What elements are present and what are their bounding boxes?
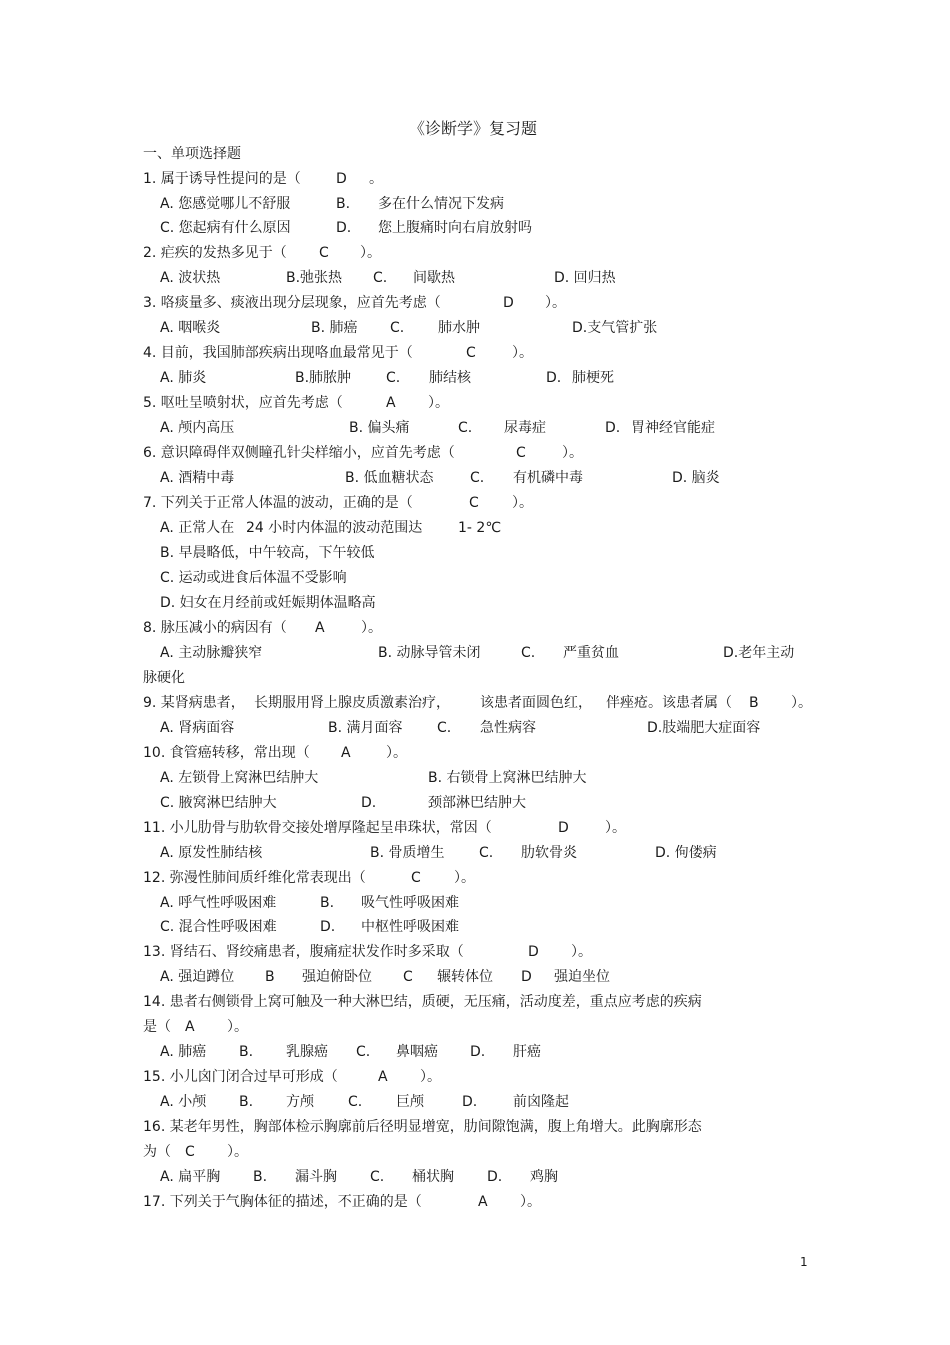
q5-option-b: B. 偏头痛: [349, 420, 410, 436]
q4-option-c-letter: C.: [386, 370, 401, 386]
question-12-close: ）。: [454, 870, 475, 886]
question-16-close: ）。: [227, 1144, 248, 1160]
q14-option-d-letter: D.: [470, 1044, 486, 1060]
q6-option-d: D. 脑炎: [672, 470, 720, 486]
question-8-answer: A: [315, 620, 325, 636]
question-4-answer: C: [466, 345, 476, 361]
q9-option-b: B. 满月面容: [328, 720, 403, 736]
q2-option-d: D. 回归热: [554, 270, 616, 286]
q10-option-d-letter: D.: [361, 795, 377, 811]
question-11-close: ）。: [605, 820, 626, 836]
question-17-close: ）。: [520, 1194, 541, 1210]
section-heading: 一、单项选择题: [143, 146, 241, 162]
q12-option-d-letter: D.: [320, 919, 336, 935]
q5-option-d-letter: D.: [605, 420, 621, 436]
q14-option-c-text: 鼻咽癌: [396, 1044, 438, 1060]
q5-option-c-letter: C.: [458, 420, 473, 436]
question-12-stem: 12. 弥漫性肺间质纤维化常表现出（: [143, 870, 366, 886]
q9-option-a: A. 肾病面容: [160, 720, 235, 736]
q12-option-b-letter: B.: [320, 895, 335, 911]
question-9-close: ）。: [791, 695, 812, 711]
question-14-close: ）。: [227, 1019, 248, 1035]
question-2-close: ）。: [360, 245, 381, 261]
q10-option-d-text: 颈部淋巴结肿大: [428, 795, 526, 811]
q16-option-d-text: 鸡胸: [530, 1169, 558, 1185]
question-2-stem: 2. 疟疾的发热多见于（: [143, 245, 287, 261]
q15-option-c-text: 巨颅: [396, 1094, 424, 1110]
q16-option-c-text: 桶状胸: [412, 1169, 454, 1185]
q1-option-b-text: 多在什么情况下发病: [378, 196, 504, 212]
q8-option-c-text: 严重贫血: [563, 645, 619, 661]
q15-option-d-text: 前囟隆起: [513, 1094, 569, 1110]
question-10-close: ）。: [386, 745, 407, 761]
q11-option-a: A. 原发性肺结核: [160, 845, 263, 861]
q6-option-a: A. 酒精中毒: [160, 470, 235, 486]
q3-option-d: D.支气管扩张: [572, 320, 658, 336]
q4-option-b: B.肺脓肿: [295, 370, 352, 386]
question-6-stem: 6. 意识障碍伴双侧瞳孔针尖样缩小，应首先考虑（: [143, 445, 455, 461]
q15-option-c-letter: C.: [348, 1094, 363, 1110]
q7-option-a-1: A. 正常人在: [160, 520, 235, 536]
question-8-close: ）。: [361, 620, 382, 636]
question-3-close: ）。: [545, 295, 566, 311]
question-4-stem: 4. 目前，我国肺部疾病出现咯血最常见于（: [143, 345, 413, 361]
question-2-answer: C: [319, 245, 329, 261]
question-7-answer: C: [469, 495, 479, 511]
q10-option-b: B. 右锁骨上窝淋巴结肿大: [428, 770, 587, 786]
question-16-stem: 16. 某老年男性，胸部体检示胸廓前后径明显增宽，肋间隙饱满，腹上角增大。此胸廓形态: [143, 1119, 702, 1135]
question-17-answer: A: [478, 1194, 488, 1210]
q13-option-b-letter: B: [265, 969, 275, 985]
q11-option-c-letter: C.: [479, 845, 494, 861]
question-11-stem: 11. 小儿肋骨与肋软骨交接处增厚隆起呈串珠状，常因（: [143, 820, 492, 836]
question-5-stem: 5. 呕吐呈喷射状，应首先考虑（: [143, 395, 343, 411]
q9-option-c-letter: C.: [437, 720, 452, 736]
question-14-answer: A: [185, 1019, 195, 1035]
question-7-close: ）。: [512, 495, 533, 511]
question-1-answer: D: [336, 171, 347, 187]
question-6-answer: C: [516, 445, 526, 461]
q10-option-a: A. 左锁骨上窝淋巴结肿大: [160, 770, 319, 786]
question-9-stem-2: 长期服用肾上腺皮质激素治疗，: [254, 695, 450, 711]
question-4-close: ）。: [512, 345, 533, 361]
q12-option-c: C. 混合性呼吸困难: [160, 919, 277, 935]
q13-option-d-text: 强迫坐位: [554, 969, 610, 985]
question-9-stem-3: 该患者面圆色红，: [480, 695, 592, 711]
question-13-answer: D: [528, 944, 539, 960]
q9-option-c-text: 急性病容: [480, 720, 536, 736]
q13-option-c-letter: C: [403, 969, 413, 985]
q1-option-b-letter: B.: [336, 196, 351, 212]
question-1-close: 。: [369, 171, 383, 187]
question-17-stem: 17. 下列关于气胸体征的描述，不正确的是（: [143, 1194, 422, 1210]
q15-option-b-letter: B.: [239, 1094, 254, 1110]
q3-option-b: B. 肺癌: [311, 320, 358, 336]
q14-option-b-letter: B.: [239, 1044, 254, 1060]
question-7-stem: 7. 下列关于正常人体温的波动，正确的是（: [143, 495, 413, 511]
q4-option-d-text: 肺梗死: [572, 370, 614, 386]
q15-option-d-letter: D.: [462, 1094, 478, 1110]
q12-option-a: A. 呼气性呼吸困难: [160, 895, 277, 911]
q16-option-c-letter: C.: [370, 1169, 385, 1185]
question-14-stem: 14. 患者右侧锁骨上窝可触及一种大淋巴结，质硬，无压痛，活动度差，重点应考虑的疾病: [143, 994, 702, 1010]
question-9-stem-1: 9. 某肾病患者，: [143, 695, 245, 711]
q8-option-a: A. 主动脉瓣狭窄: [160, 645, 263, 661]
q14-option-a: A. 肺癌: [160, 1044, 207, 1060]
question-12-answer: C: [411, 870, 421, 886]
q12-option-d-text: 中枢性呼吸困难: [361, 919, 459, 935]
question-15-answer: A: [378, 1069, 388, 1085]
q5-option-a: A. 颅内高压: [160, 420, 235, 436]
q6-option-c-letter: C.: [470, 470, 485, 486]
question-15-close: ）。: [420, 1069, 441, 1085]
q1-option-c: C. 您起病有什么原因: [160, 220, 291, 236]
q16-option-d-letter: D.: [487, 1169, 503, 1185]
question-8-stem: 8. 脉压减小的病因有（: [143, 620, 287, 636]
q14-option-b-text: 乳腺癌: [286, 1044, 328, 1060]
q14-option-c-letter: C.: [356, 1044, 371, 1060]
q13-option-a: A. 强迫蹲位: [160, 969, 235, 985]
q5-option-c-text: 尿毒症: [504, 420, 546, 436]
q10-option-c: C. 腋窝淋巴结肿大: [160, 795, 277, 811]
q11-option-b: B. 骨质增生: [370, 845, 445, 861]
q15-option-b-text: 方颅: [286, 1094, 314, 1110]
q13-option-b-text: 强迫俯卧位: [302, 969, 372, 985]
question-10-stem: 10. 食管癌转移，常出现（: [143, 745, 310, 761]
page-title: 《诊断学》复习题: [409, 119, 538, 138]
question-16-continued: 为（: [143, 1144, 171, 1160]
q5-option-d-text: 胃神经官能症: [631, 420, 715, 436]
q2-option-a: A. 波状热: [160, 270, 221, 286]
q8-option-d-continued: 脉硬化: [143, 670, 185, 686]
q9-option-d: D.肢端肥大症面容: [647, 720, 761, 736]
q16-option-a: A. 扁平胸: [160, 1169, 221, 1185]
q2-option-c-letter: C.: [373, 270, 388, 286]
question-3-answer: D: [503, 295, 514, 311]
question-13-close: ）。: [571, 944, 592, 960]
q14-option-d-text: 肝癌: [513, 1044, 541, 1060]
q3-option-c-letter: C.: [390, 320, 405, 336]
question-6-close: ）。: [562, 445, 583, 461]
q4-option-d-letter: D.: [546, 370, 562, 386]
question-15-stem: 15. 小儿囟门闭合过早可形成（: [143, 1069, 338, 1085]
q6-option-b: B. 低血糖状态: [345, 470, 434, 486]
q6-option-c-text: 有机磷中毒: [513, 470, 583, 486]
q8-option-c-letter: C.: [521, 645, 536, 661]
question-14-continued: 是（: [143, 1019, 171, 1035]
q11-option-c-text: 肋软骨炎: [521, 845, 577, 861]
q7-option-d: D. 妇女在月经前或妊娠期体温略高: [160, 595, 376, 611]
q13-option-d-letter: D: [521, 969, 532, 985]
q3-option-c-text: 肺水肿: [438, 320, 480, 336]
q7-option-a-2: 24 小时内体温的波动范围达: [246, 520, 423, 536]
question-3-stem: 3. 咯痰量多、痰液出现分层现象，应首先考虑（: [143, 295, 441, 311]
q12-option-b-text: 吸气性呼吸困难: [361, 895, 459, 911]
q3-option-a: A. 咽喉炎: [160, 320, 221, 336]
q7-option-c: C. 运动或进食后体温不受影响: [160, 570, 347, 586]
question-11-answer: D: [558, 820, 569, 836]
question-1-stem: 1. 属于诱导性提问的是（: [143, 171, 301, 187]
q4-option-a: A. 肺炎: [160, 370, 207, 386]
q2-option-c-text: 间歇热: [413, 270, 455, 286]
question-5-answer: A: [386, 395, 396, 411]
question-9-answer: B: [749, 695, 759, 711]
question-10-answer: A: [341, 745, 351, 761]
q1-option-d-letter: D.: [336, 220, 352, 236]
q1-option-a: A. 您感觉哪儿不舒服: [160, 196, 291, 212]
q2-option-b: B.弛张热: [286, 270, 343, 286]
q7-option-a-3: 1- 2℃: [458, 520, 502, 536]
question-9-stem-4: 伴痤疮。该患者属（: [606, 695, 732, 711]
question-16-answer: C: [185, 1144, 195, 1160]
q13-option-c-text: 辗转体位: [437, 969, 493, 985]
q4-option-c-text: 肺结核: [429, 370, 471, 386]
question-5-close: ）。: [428, 395, 449, 411]
q16-option-b-text: 漏斗胸: [295, 1169, 337, 1185]
q16-option-b-letter: B.: [253, 1169, 268, 1185]
q15-option-a: A. 小颅: [160, 1094, 207, 1110]
q8-option-d: D.老年主动: [723, 645, 795, 661]
q1-option-d-text: 您上腹痛时向右肩放射吗: [378, 220, 532, 236]
page-number: 1: [800, 1255, 808, 1269]
q11-option-d: D. 佝偻病: [655, 845, 717, 861]
q7-option-b: B. 早晨略低，中午较高，下午较低: [160, 545, 375, 561]
question-13-stem: 13. 肾结石、肾绞痛患者，腹痛症状发作时多采取（: [143, 944, 464, 960]
q8-option-b: B. 动脉导管未闭: [378, 645, 481, 661]
